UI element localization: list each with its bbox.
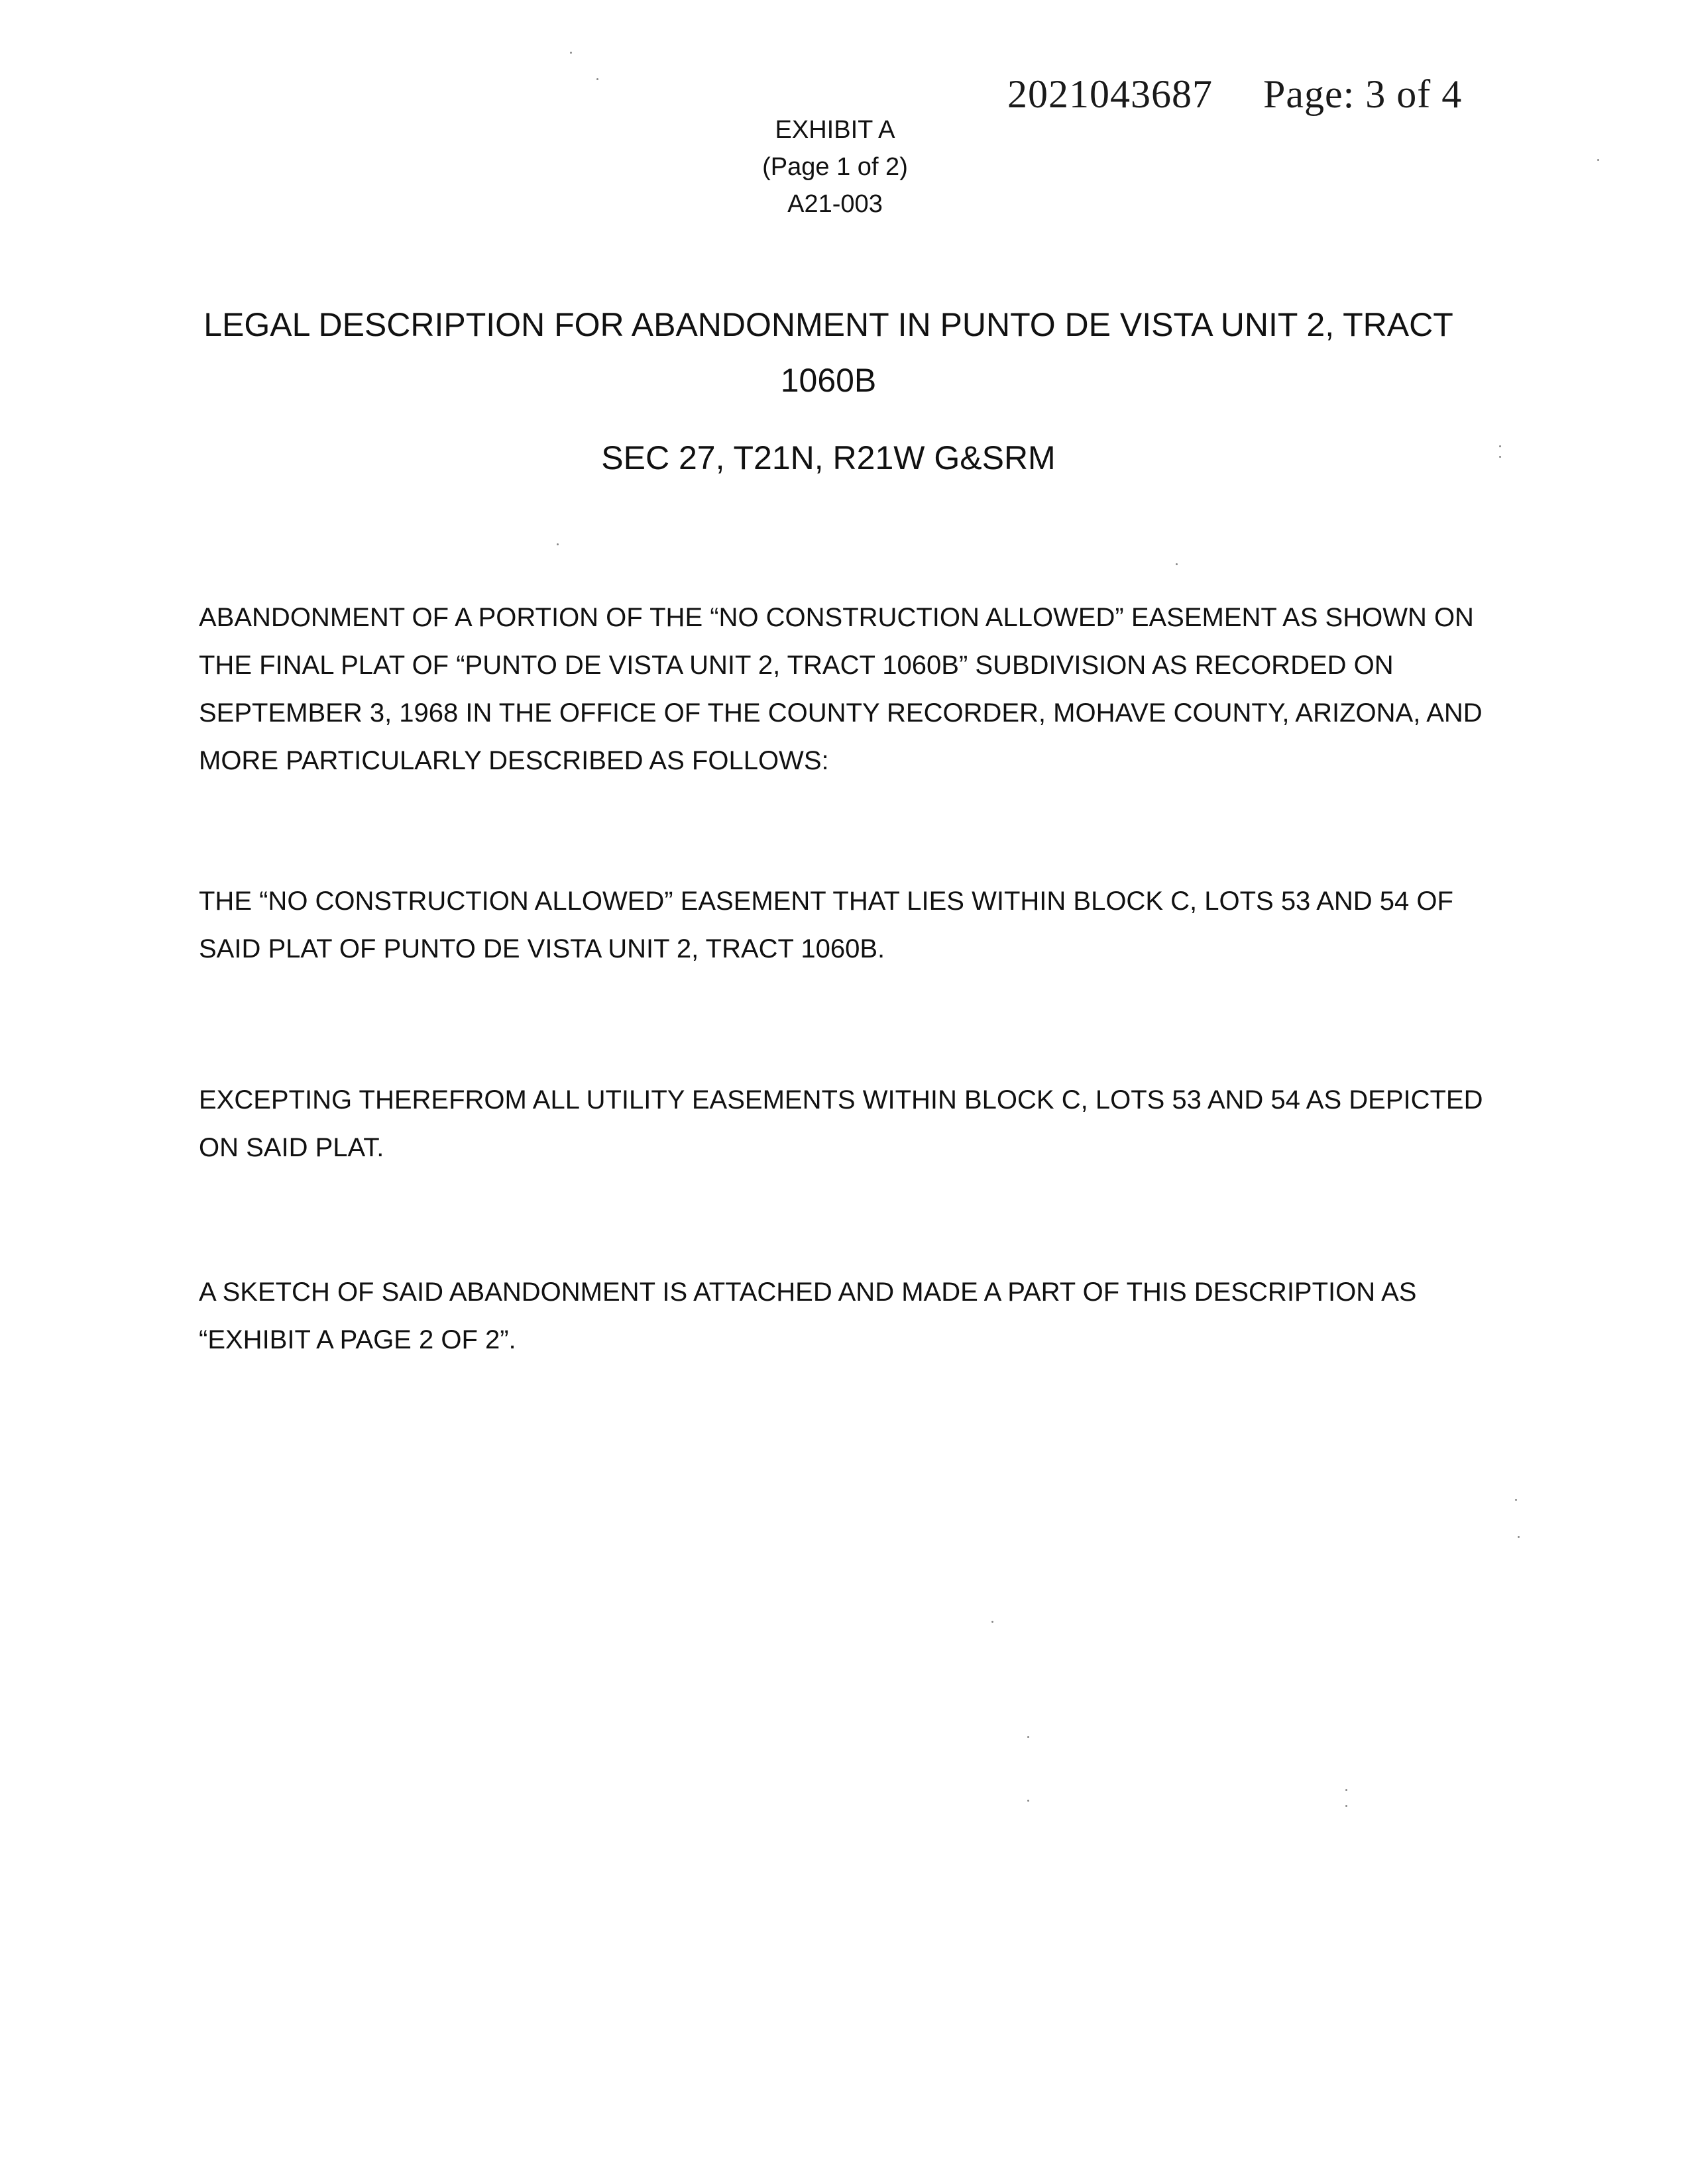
scan-speck bbox=[1518, 1536, 1520, 1538]
scan-speck bbox=[1027, 1800, 1029, 1802]
exhibit-page-of: (Page 1 of 2) bbox=[762, 153, 908, 181]
scan-speck bbox=[596, 78, 598, 80]
recording-page: Page: 3 of 4 bbox=[1263, 72, 1463, 116]
document-subtitle: SEC 27, T21N, R21W G&SRM bbox=[601, 439, 1056, 476]
paragraph-easement: THE “NO CONSTRUCTION ALLOWED” EASEMENT THAT LIES WITHIN BLOCK C, LOTS 53 AND 54 OF SAID PLAT OF PUNTO DE VISTA UNIT 2, TRACT 1060B. bbox=[199, 887, 1453, 963]
exhibit-header bbox=[663, 111, 1007, 223]
scan-speck bbox=[991, 1621, 993, 1623]
exhibit-case-number: A21-003 bbox=[787, 190, 883, 218]
scan-speck bbox=[1176, 563, 1178, 565]
scan-speck bbox=[557, 543, 559, 545]
scan-speck bbox=[1345, 1805, 1347, 1807]
scan-speck bbox=[1499, 456, 1501, 458]
recording-number: 2021043687 bbox=[1007, 72, 1213, 116]
exhibit-label: EXHIBIT A bbox=[775, 116, 895, 144]
scan-speck bbox=[1345, 1789, 1347, 1791]
paragraph-abandonment: ABANDONMENT OF A PORTION OF THE “NO CONSTRUCTION ALLOWED” EASEMENT AS SHOWN ON THE FINAL PLAT OF “PUNTO DE VISTA UNIT 2, TRACT 1060B” SUBDIVISION AS RECORDED ON SEPTEMBER 3, 1968 IN THE OFFICE OF THE COUNTY RECORDER, MOHAVE COUNTY, ARIZONA, AND MORE PARTICULARLY DESCRIBED AS FOLLOWS: bbox=[199, 603, 1483, 775]
paragraph-sketch: A SKETCH OF SAID ABANDONMENT IS ATTACHED AND MADE A PART OF THIS DESCRIPTION AS “EXHIBIT A PAGE 2 OF 2”. bbox=[199, 1278, 1417, 1354]
scan-speck bbox=[1499, 445, 1501, 447]
scan-speck bbox=[570, 52, 572, 54]
paragraph-exception: EXCEPTING THEREFROM ALL UTILITY EASEMENTS WITHIN BLOCK C, LOTS 53 AND 54 AS DEPICTED ON SAID PLAT. bbox=[199, 1085, 1483, 1162]
recording-stamp bbox=[1007, 72, 1462, 117]
scan-speck bbox=[1515, 1499, 1517, 1501]
scan-speck bbox=[1027, 1736, 1029, 1738]
scan-speck bbox=[1597, 159, 1599, 161]
document-title: LEGAL DESCRIPTION FOR ABANDONMENT IN PUNTO DE VISTA UNIT 2, TRACT 1060B bbox=[203, 306, 1453, 399]
